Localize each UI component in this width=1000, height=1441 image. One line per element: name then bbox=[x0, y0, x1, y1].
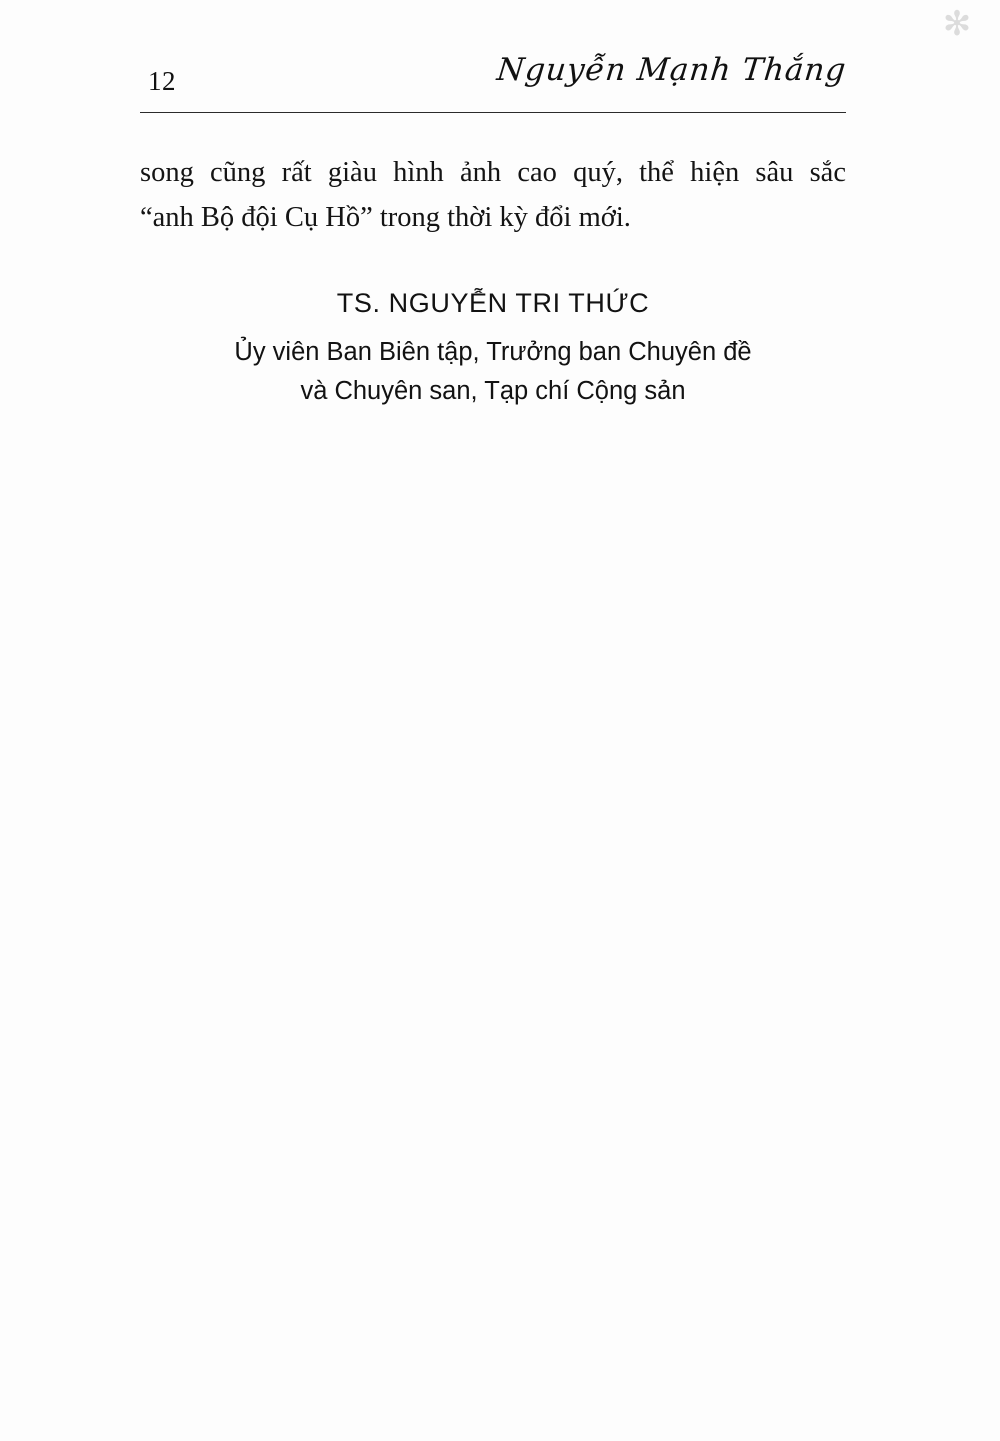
paragraph-line-1: song cũng rất giàu hình ảnh cao quý, thể hiện sâu sắc bbox=[140, 157, 846, 188]
body-text-block bbox=[140, 150, 846, 240]
running-head-author: Nguyễn Mạnh Thắng bbox=[494, 52, 848, 88]
flower-ornament-icon: ✻ bbox=[942, 6, 972, 43]
page-header bbox=[140, 52, 848, 118]
paragraph bbox=[140, 150, 846, 240]
signature-block bbox=[140, 288, 846, 411]
page-number: 12 bbox=[148, 66, 176, 96]
signature-name: TS. NGUYỄN TRI THỨC bbox=[336, 288, 650, 318]
header-divider bbox=[140, 112, 846, 113]
signature-role-line-2: và Chuyên san, Tạp chí Cộng sản bbox=[300, 376, 686, 405]
signature-role-line-1: Ủy viên Ban Biên tập, Trưởng ban Chuyên đề bbox=[234, 338, 752, 366]
paragraph-line-2: “anh Bộ đội Cụ Hồ” trong thời kỳ đổi mới. bbox=[140, 202, 631, 234]
signature-role bbox=[140, 333, 846, 411]
